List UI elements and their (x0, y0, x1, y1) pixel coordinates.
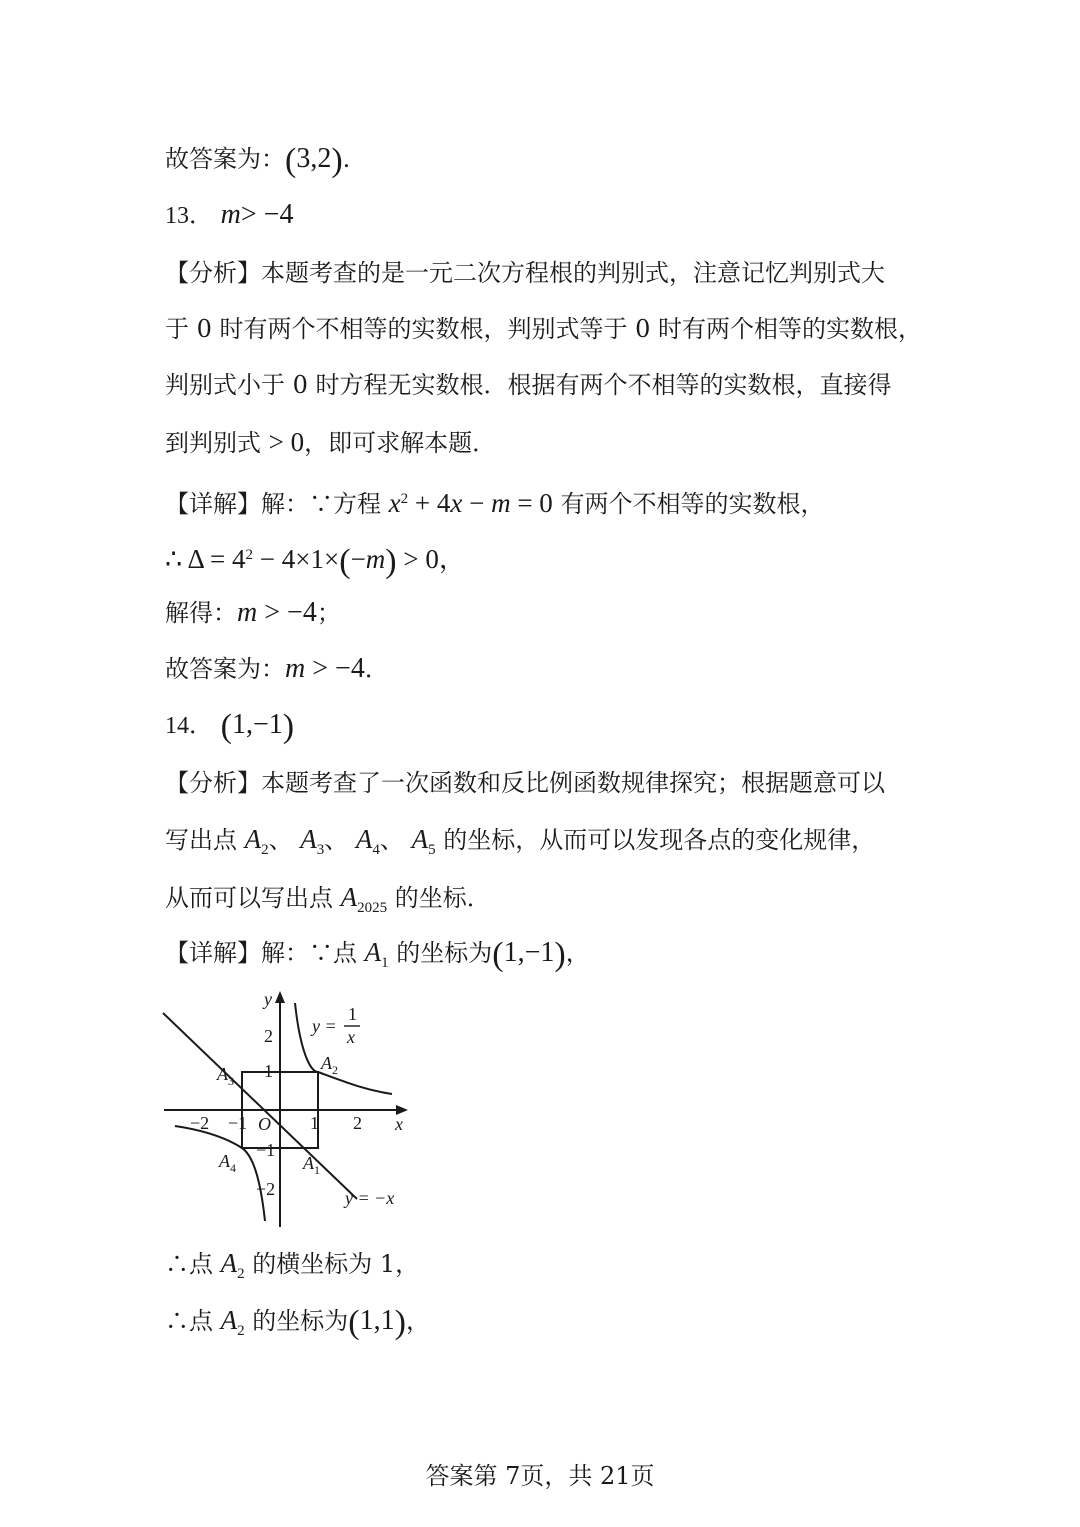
solution-line (165, 652, 389, 686)
hyperbola-branch-3 (175, 1126, 265, 1221)
text: 的横坐标为 1， (244, 1250, 420, 1278)
y-arrow-icon (275, 991, 285, 1003)
text: 故答案为： (165, 145, 285, 173)
point-label: A (340, 882, 358, 912)
math: 3,2 (296, 143, 332, 174)
math: > −4 (305, 653, 365, 684)
line-y-neg-x (163, 1013, 357, 1199)
hyperbola-label-denominator: x (347, 1027, 355, 1047)
paren: ( (285, 142, 297, 179)
point-label: A (364, 937, 382, 967)
solution-line (165, 482, 824, 521)
line-answer-12 (165, 142, 350, 178)
paren: ) (331, 142, 343, 179)
text: 、 (324, 826, 356, 854)
question-number: 13． (165, 203, 213, 229)
math: m (237, 597, 258, 628)
point-label: A (355, 824, 373, 854)
math: x (450, 488, 463, 518)
subscript: 4 (372, 841, 380, 858)
tick-y-neg1: −1 (256, 1140, 276, 1160)
text: 的坐标为 (388, 939, 493, 967)
math: − (462, 488, 492, 518)
paren: ( (348, 1304, 360, 1341)
paren: ( (220, 708, 232, 745)
text: 到判别式 (165, 429, 269, 457)
text: . (342, 145, 351, 173)
subscript: 2 (261, 841, 269, 858)
analysis-line: 判别式小于 0 时方程无实数根．根据有两个不相等的实数根，直接得 (165, 371, 892, 399)
paren: ) (554, 936, 566, 973)
point-label: A (411, 824, 429, 854)
math: m (365, 544, 386, 574)
tick-x-neg2: −2 (190, 1113, 210, 1133)
text: ， (565, 939, 590, 967)
question-13-answer (165, 198, 293, 233)
text: 【详解】解：∵点 (165, 939, 365, 967)
hyperbola-branch-1 (295, 1003, 392, 1094)
exponent: 2 (245, 547, 254, 563)
solution-line (165, 1246, 419, 1291)
paren: ) (385, 543, 397, 580)
solution-line (165, 596, 341, 630)
subscript: 2025 (357, 899, 388, 916)
solution-line (165, 935, 590, 980)
hyperbola-label: y = (312, 1016, 337, 1036)
math: > 0， (396, 544, 466, 574)
math: − (350, 544, 366, 574)
x-axis-label: x (395, 1114, 403, 1134)
exponent: 2 (400, 491, 409, 507)
text: 、 (268, 826, 301, 854)
math: x (388, 488, 401, 518)
point-label: A (220, 1248, 238, 1278)
line-label: y = −x (345, 1188, 395, 1208)
point-label: A (220, 1305, 238, 1335)
text: 故答案为： (165, 655, 285, 683)
text: ． (364, 655, 389, 683)
subscript: 2 (237, 1265, 245, 1282)
math: + 4 (408, 488, 451, 518)
math: = 0 (510, 488, 553, 518)
text: 的坐标． (387, 884, 491, 912)
text: ∴点 (165, 1307, 221, 1335)
text: 的坐标为 (244, 1307, 349, 1335)
solution-line (165, 1303, 430, 1348)
text: ，即可求解本题． (304, 429, 497, 457)
analysis-line (165, 880, 491, 925)
point-label: A (300, 824, 317, 854)
tick-y-neg2: −2 (256, 1179, 276, 1199)
text: 解得： (165, 599, 237, 627)
math: > −4 (240, 199, 294, 230)
tick-x-2: 2 (353, 1113, 362, 1133)
graph-svg (160, 985, 420, 1235)
math: > 0 (268, 427, 305, 457)
tick-y-2: 2 (264, 1026, 273, 1046)
hyperbola-label-numerator: 1 (348, 1004, 357, 1024)
analysis-line: 于 0 时有两个不相等的实数根，判别式等于 0 时有两个相等的实数根， (165, 315, 923, 343)
paren: ) (394, 1304, 406, 1341)
analysis-line (165, 425, 496, 460)
math: m (285, 653, 306, 684)
text: 有两个不相等的实数根， (552, 490, 825, 518)
coordinate-figure (160, 985, 420, 1239)
point-label-a3: $A_3$ (217, 1064, 234, 1088)
tick-x-1: 1 (310, 1113, 319, 1133)
math: m (220, 199, 241, 230)
text: ； (316, 599, 341, 627)
text: 写出点 (165, 826, 245, 854)
paren: ( (492, 936, 504, 973)
point-label-a1: $A_1$ (303, 1153, 320, 1177)
math: ∴ Δ = 4 (165, 544, 246, 574)
analysis-line (165, 822, 875, 867)
text: 【详解】解：∵方程 (165, 490, 389, 518)
math: > −4 (257, 597, 317, 628)
point-label: A (244, 824, 262, 854)
text: 从而可以写出点 (165, 884, 341, 912)
math: m (491, 488, 511, 518)
text: ∴点 (165, 1250, 221, 1278)
math: 1,−1 (503, 937, 555, 968)
subscript: 1 (381, 954, 389, 971)
math: − 4×1× (253, 544, 340, 574)
analysis-line: 【分析】本题考查的是一元二次方程根的判别式，注意记忆判别式大 (165, 259, 885, 287)
point-label-a2: $A_2$ (321, 1053, 338, 1077)
y-axis-label: y (264, 989, 272, 1009)
tick-x-neg1: −1 (228, 1113, 248, 1133)
solution-line (165, 538, 466, 579)
text: 的坐标，从而可以发现各点的变化规律， (435, 826, 876, 854)
subscript: 5 (428, 841, 436, 858)
question-14-answer (165, 708, 294, 744)
text: 、 (379, 826, 412, 854)
math: 1,1 (359, 1305, 395, 1336)
question-number: 14． (165, 713, 213, 739)
tick-y-1: 1 (264, 1061, 273, 1081)
text: ， (405, 1307, 430, 1335)
paren: ) (282, 708, 295, 745)
page-footer: 答案第 7页，共 21页 (425, 1462, 655, 1490)
analysis-line: 【分析】本题考查了一次函数和反比例函数规律探究；根据题意可以 (165, 769, 885, 797)
point-label-a4: $A_4$ (219, 1151, 236, 1175)
math: 1,−1 (231, 709, 283, 740)
paren: ( (339, 543, 351, 580)
subscript: 2 (237, 1322, 245, 1339)
subscript: 3 (316, 841, 325, 858)
origin-label: O (258, 1114, 271, 1134)
